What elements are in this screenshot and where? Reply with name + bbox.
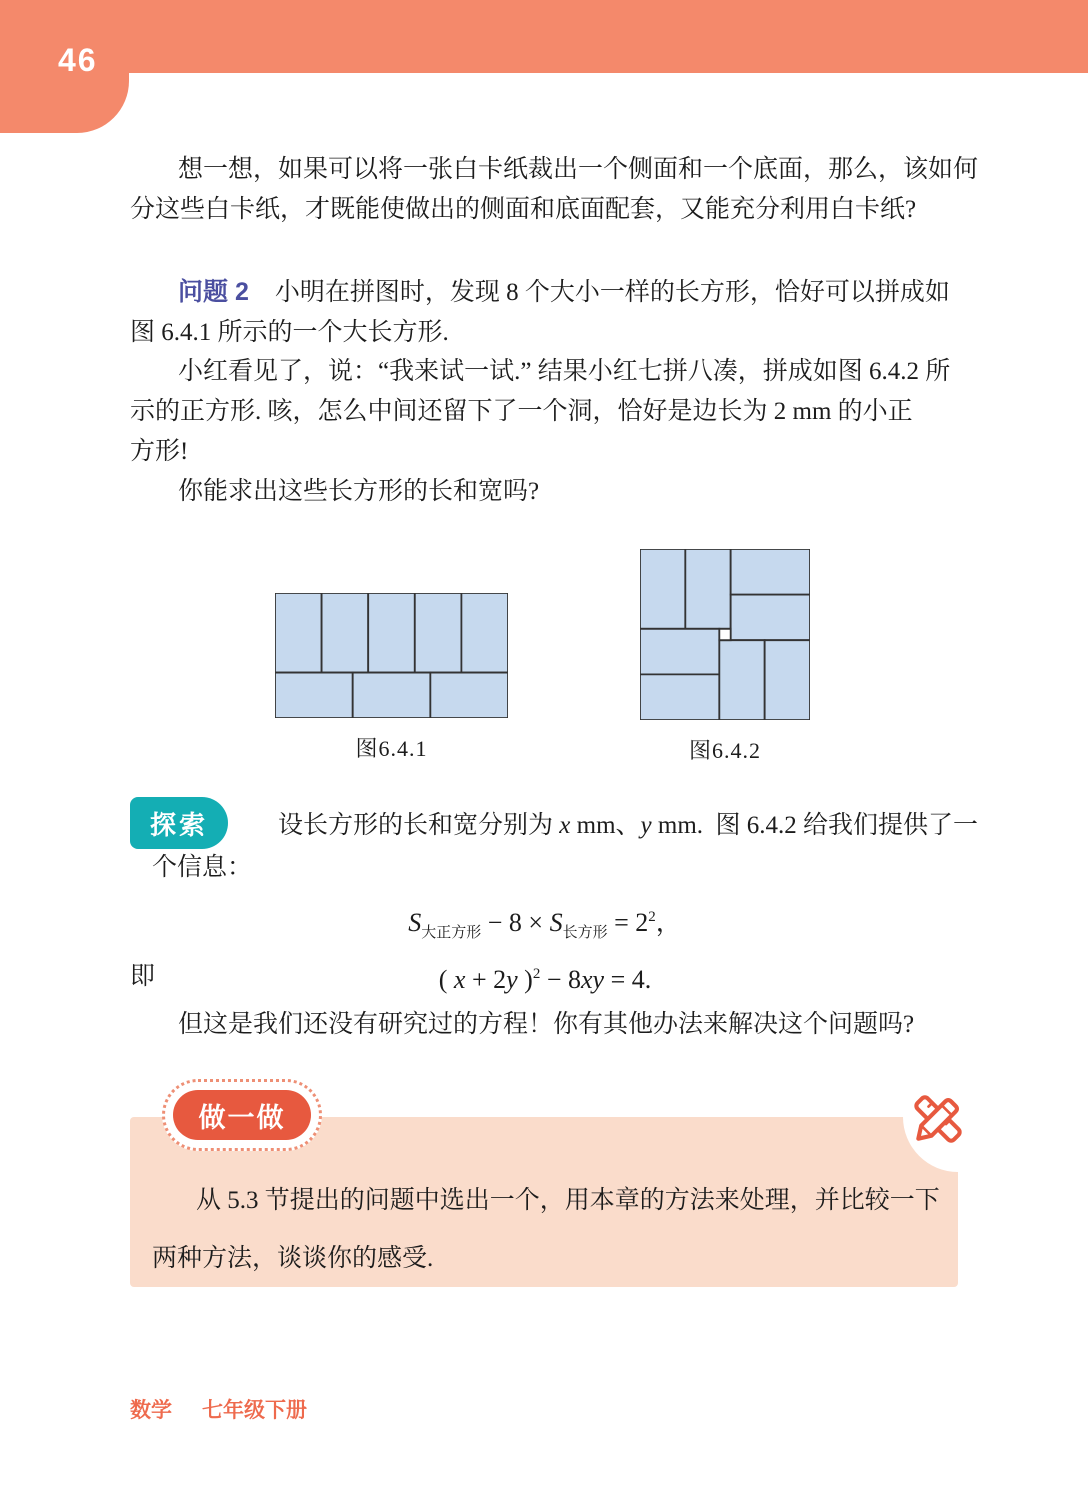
formula-expanded-equation — [130, 954, 960, 1000]
header-bar — [0, 0, 1088, 73]
figure-6-4-1-caption: 图6.4.1 — [355, 736, 428, 761]
exponent: 2 — [532, 966, 541, 982]
operator: − 8 × — [481, 908, 550, 937]
variable-xy: xy — [581, 965, 605, 994]
text-span: mm、 — [570, 812, 641, 839]
text-line: 但这是我们还没有研究过的方程！你有其他办法来解决这个问题吗? — [178, 1011, 915, 1038]
figure-6-4-2-caption: 图6.4.2 — [688, 738, 761, 763]
symbol-S: S — [549, 908, 563, 937]
text-span: ( — [438, 965, 454, 994]
text-line — [278, 806, 978, 846]
punctuation: ， — [655, 908, 682, 937]
that-is-label: 即 — [130, 963, 156, 990]
do-it-badge-outline — [162, 1079, 322, 1151]
variable-x: x — [453, 965, 466, 994]
paragraph-question — [130, 472, 970, 512]
text-line: 小红看见了，说：“我来试一试.” 结果小红七拼八凑，拼成如图 6.4.2 所 — [178, 358, 951, 385]
page-footer — [130, 1394, 307, 1424]
do-it-text — [152, 1172, 942, 1288]
formula-area-difference — [130, 897, 960, 953]
figure-6-4-1 — [275, 593, 508, 763]
subscript-big-square: 大正方形 — [421, 925, 482, 941]
rectangle-tiling-diagram — [275, 593, 508, 718]
problem2-label: 问题 2 — [178, 278, 249, 306]
square-tiling-diagram — [640, 549, 810, 720]
paragraph-challenge — [130, 1005, 970, 1045]
paragraph-xiaohong — [130, 352, 970, 472]
variable-x: x — [559, 812, 571, 839]
variable-y: y — [640, 812, 652, 839]
text-line: 想一想，如果可以将一张白卡纸裁出一个侧面和一个底面，那么，该如何 — [178, 156, 979, 183]
explore-badge: 探索 — [130, 797, 228, 849]
text-line: 示的正方形. 咳，怎么中间还留下了一个洞，恰好是边长为 2 mm 的小正 — [130, 398, 913, 425]
text-line: 你能求出这些长方形的长和宽吗? — [178, 478, 540, 505]
text-line: 图 6.4.1 所示的一个大长方形. — [130, 319, 449, 346]
text-span: + 2 — [465, 965, 507, 994]
text-span: 设长方形的长和宽分别为 — [278, 812, 560, 839]
equals: = 2 — [607, 908, 649, 937]
figure-6-4-2 — [640, 549, 810, 765]
text-line: 分这些白卡纸，才既能使做出的侧面和底面配套，又能充分利用白卡纸? — [130, 196, 917, 223]
text-span: − 8 — [540, 965, 581, 994]
text-span: 小明在拼图时，发现 8 个大小一样的长方形，恰好可以拼成如 — [274, 279, 950, 306]
text-span: ) — [517, 965, 533, 994]
text-line: 两种方法，谈谈你的感受. — [152, 1245, 434, 1272]
do-it-badge: 做一做 — [173, 1090, 311, 1140]
text-line: 从 5.3 节提出的问题中选出一个，用本章的方法来处理，并比较一下 — [196, 1187, 940, 1214]
text-line — [130, 272, 970, 313]
text-span: = 4. — [604, 965, 652, 994]
paragraph-problem2 — [130, 272, 970, 353]
page-number: 46 — [58, 42, 98, 78]
footer-subject: 数学 — [130, 1399, 172, 1422]
symbol-S: S — [408, 908, 422, 937]
text-line: 方形! — [130, 438, 189, 465]
exponent: 2 — [648, 909, 656, 925]
text-line: 个信息： — [152, 854, 253, 881]
variable-y: y — [506, 965, 518, 994]
footer-grade: 七年级下册 — [202, 1399, 307, 1422]
subscript-rectangle: 长方形 — [562, 925, 608, 941]
pencil-ruler-icon — [905, 1086, 971, 1152]
text-span: mm. 图 6.4.2 给我们提供了一 — [651, 812, 979, 839]
paragraph-think — [130, 150, 979, 230]
